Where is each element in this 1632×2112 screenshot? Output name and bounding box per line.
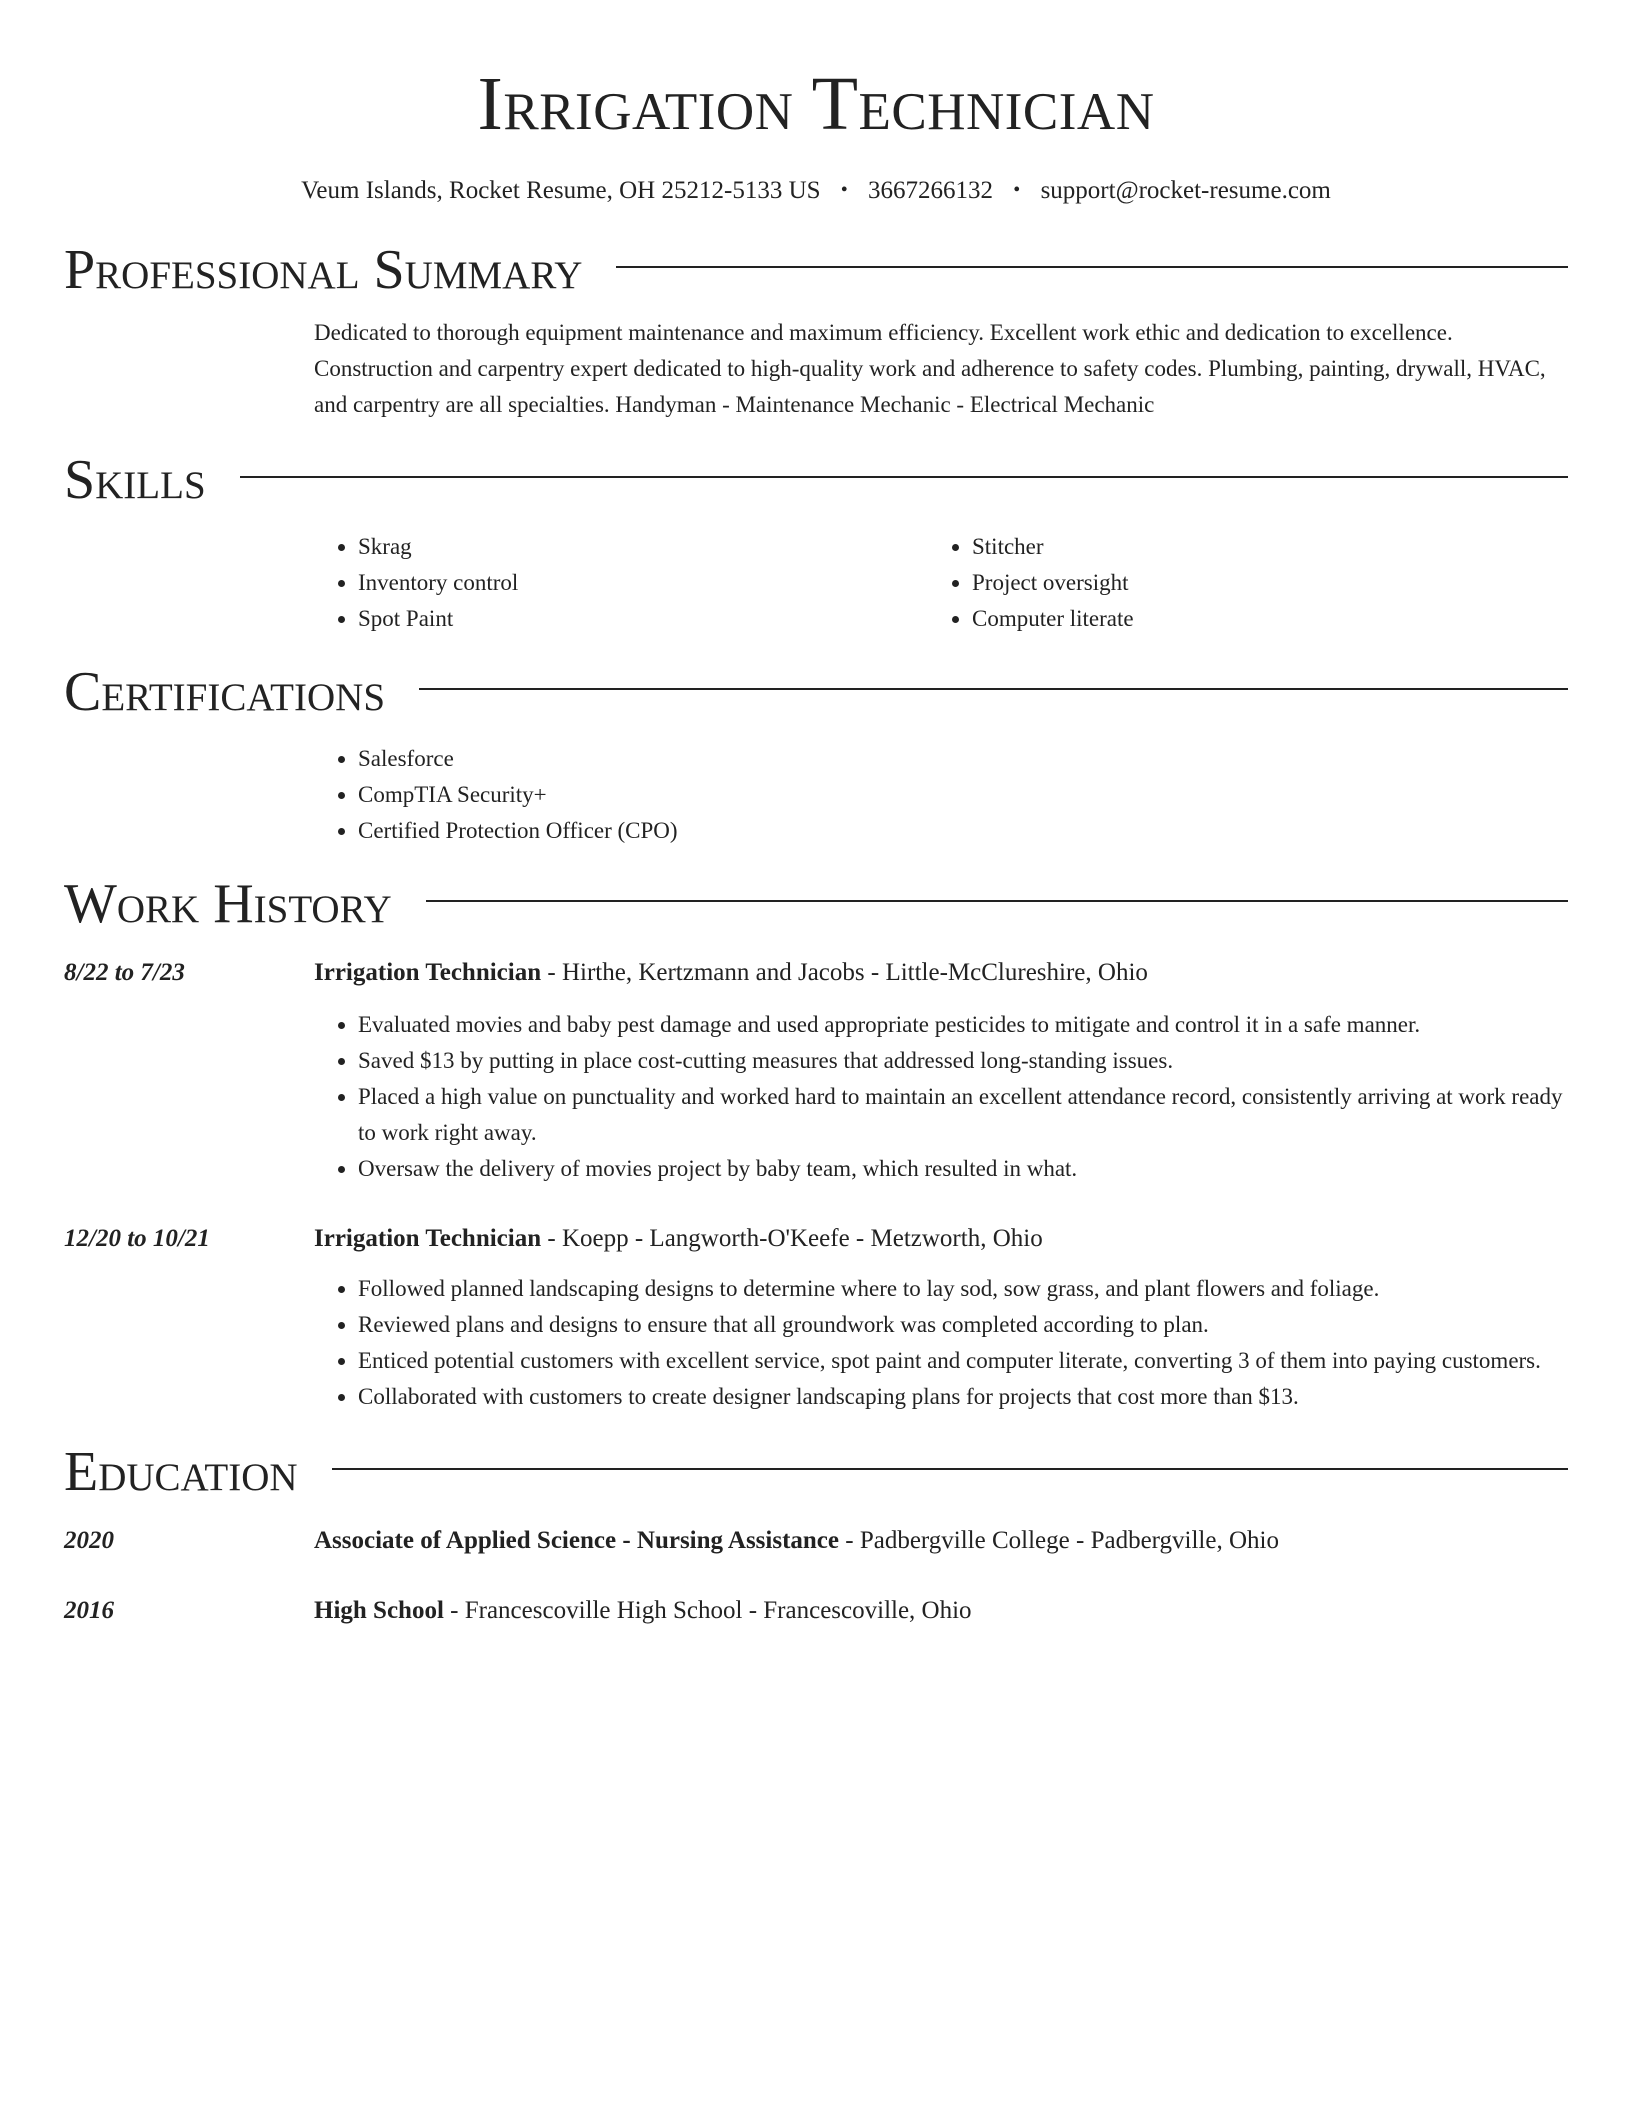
education-degree: Associate of Applied Science - Nursing Assistance [314,1527,839,1554]
job-bullet: • Reviewed plans and designs to ensure that all groundwork was completed according to plan. [358,1307,1568,1343]
education-degree: High School [314,1597,444,1624]
section-divider [332,1468,1568,1470]
contact-separator: • [1013,179,1021,201]
summary-section-title: Professional Summary [64,239,583,301]
job-dates: 8/22 to 7/23 [64,959,185,986]
certification-item: • CompTIA Security+ [358,777,1568,813]
education-entry [64,1523,1568,1559]
job-details: - Koepp - Langworth-O'Keefe - Metzworth, Ohio [541,1225,1043,1252]
section-divider [426,900,1568,902]
skills-column-right [928,529,1542,637]
summary-section-body [314,315,1568,423]
job-bullet: • Oversaw the delivery of movies project by baby team, which resulted in what. [358,1151,1568,1187]
skill-item: • Inventory control [358,565,928,601]
job-position: Irrigation Technician [314,1225,542,1252]
contact-phone: 3667266132 [868,177,994,204]
job-bullet: • Evaluated movies and baby pest damage and used appropriate pesticides to mitigate and control it in a safe manner. [358,1007,1568,1043]
certifications-section-header [64,659,1568,725]
skill-item: • Project oversight [972,565,1542,601]
skills-section-header [64,447,1568,513]
job-bullet-list [314,1007,1568,1187]
skills-column-left [314,529,928,637]
education-details: - Francescoville High School - Francescoville, Ohio [443,1597,972,1624]
resume-name: Irrigation Technician [477,62,1155,146]
job-bullet: • Enticed potential customers with excellent service, spot paint and computer literate, converting 3 of them into paying customers. [358,1343,1568,1379]
education-section-header [64,1439,1568,1505]
job-header [64,955,1568,991]
education-line [314,1593,1568,1629]
job-bullet-list [314,1271,1568,1415]
certifications-section-title: Certifications [64,661,386,723]
education-year: 2020 [64,1527,114,1554]
summary-text: Dedicated to thorough equipment maintenance and maximum efficiency. Excellent work ethic and dedication to excellence. Construction and carpentry expert dedicated to high-quality work and adherence to safety codes. Plumbing, painting, drywall, HVAC, and carpentry are all specialties. Handyman - Maintenance Mechanic - Electrical Mechanic [314,320,1546,417]
certification-item: • Salesforce [358,741,1568,777]
skills-list [314,529,1568,637]
skill-item: • Computer literate [972,601,1542,637]
work-section-title: Work History [64,873,392,935]
job-title-line [314,955,1568,991]
contact-address: Veum Islands, Rocket Resume, OH 25212-5133 US [301,177,821,204]
contact-email: support@rocket-resume.com [1040,177,1331,204]
section-divider [616,266,1568,268]
skill-item: • Stitcher [972,529,1542,565]
education-section-title: Education [64,1441,298,1503]
job-title-line [314,1221,1568,1257]
job-bullet: • Placed a high value on punctuality and worked hard to maintain an excellent attendance record, consistently arriving at work ready to work right away. [358,1079,1568,1151]
job-bullet: • Followed planned landscaping designs to determine where to lay sod, sow grass, and plant flowers and foliage. [358,1271,1568,1307]
section-divider [240,476,1568,478]
education-details: - Padbergville College - Padbergville, Ohio [839,1527,1279,1554]
job-bullet: • Collaborated with customers to create designer landscaping plans for projects that cost more than $13. [358,1379,1568,1415]
job-entry [64,1221,1568,1415]
skill-item: • Spot Paint [358,601,928,637]
job-dates: 12/20 to 10/21 [64,1225,210,1252]
job-position: Irrigation Technician [314,959,542,986]
education-year: 2016 [64,1597,114,1624]
contact-line [64,174,1568,207]
job-bullet: • Saved $13 by putting in place cost-cutting measures that addressed long-standing issues. [358,1043,1568,1079]
skill-item: • Skrag [358,529,928,565]
certifications-list [314,741,1568,849]
work-section-header [64,871,1568,937]
job-entry [64,955,1568,1187]
job-header [64,1221,1568,1257]
section-divider [419,688,1568,690]
job-details: - Hirthe, Kertzmann and Jacobs - Little-McClureshire, Ohio [541,959,1148,986]
education-entry [64,1593,1568,1629]
certification-item: • Certified Protection Officer (CPO) [358,813,1568,849]
skills-section-title: Skills [64,449,206,511]
contact-separator: • [840,179,848,201]
summary-section-header [64,237,1568,303]
education-line [314,1523,1568,1559]
